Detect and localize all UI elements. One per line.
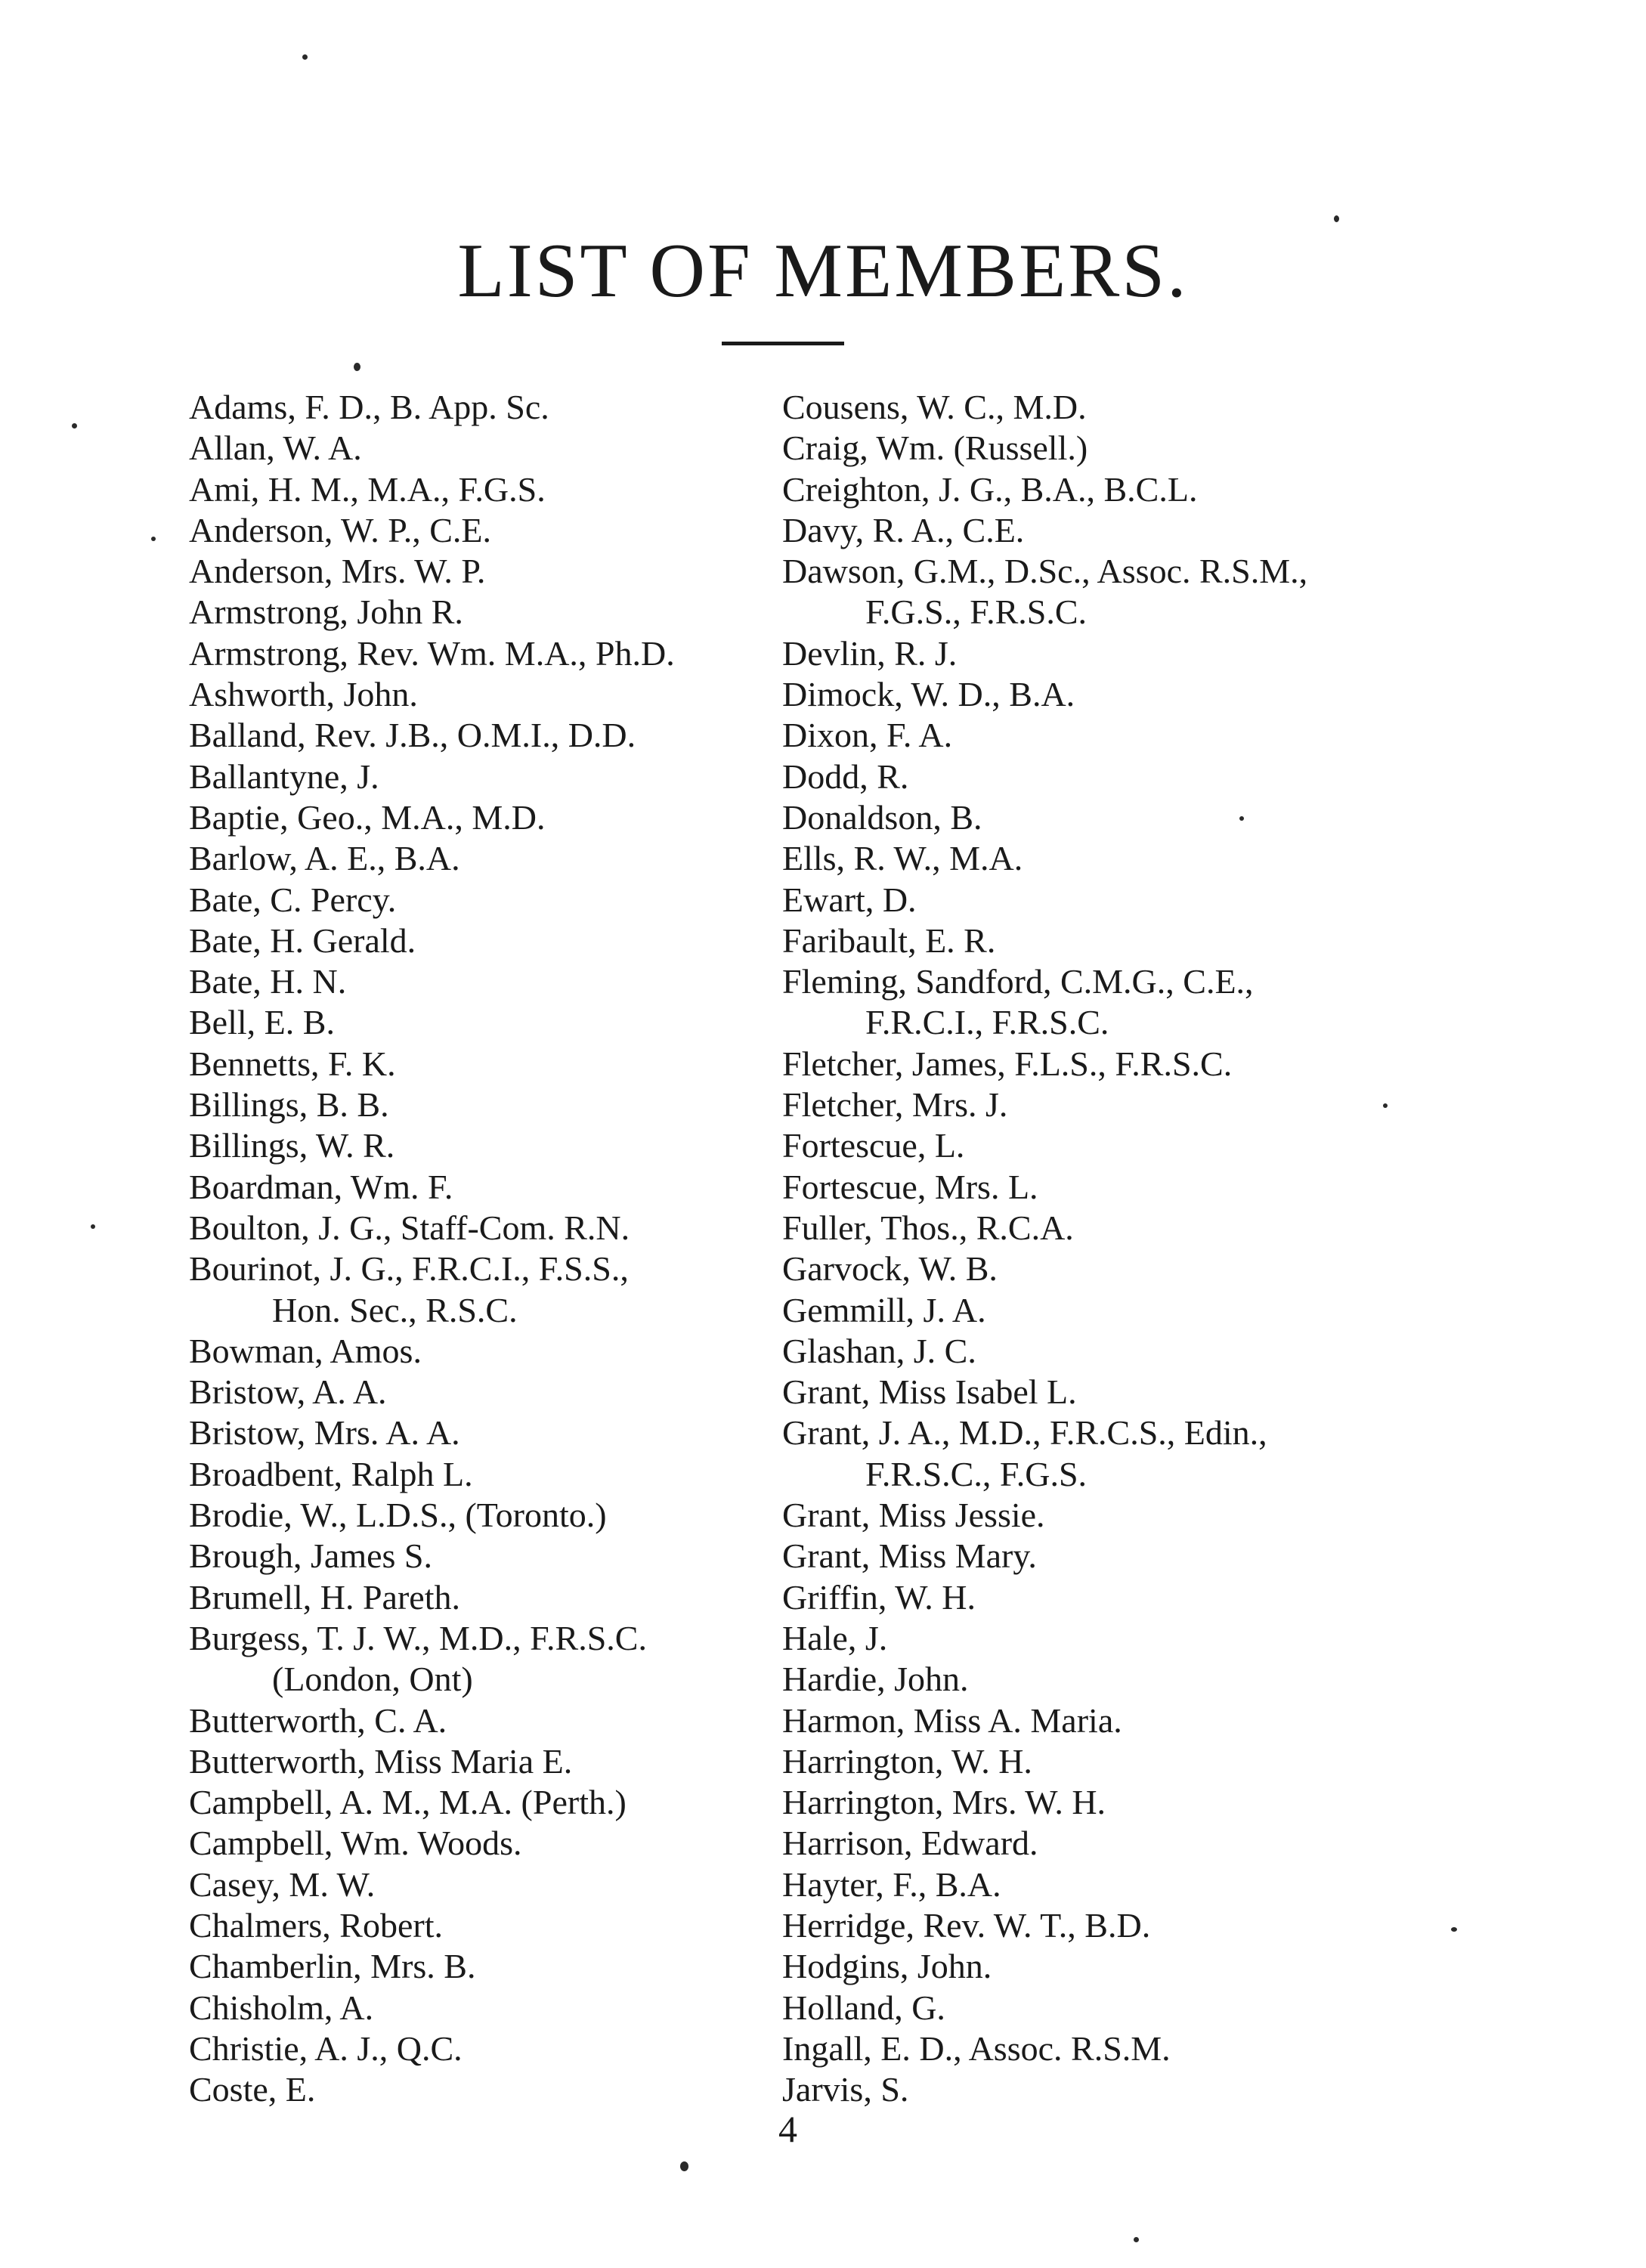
member-entry: Armstrong, Rev. Wm. M.A., Ph.D. bbox=[189, 633, 675, 673]
member-entry: Dodd, R. bbox=[782, 757, 909, 796]
member-entry: Allan, W. A. bbox=[189, 429, 362, 468]
member-entry: Christie, A. J., Q.C. bbox=[189, 2028, 463, 2068]
scan-speck bbox=[151, 537, 156, 541]
member-entry: Harrison, Edward. bbox=[782, 1824, 1038, 1863]
scan-speck bbox=[1334, 215, 1339, 222]
scan-speck bbox=[354, 363, 360, 371]
member-entry: Dawson, G.M., D.Sc., Assoc. R.S.M., bbox=[782, 552, 1308, 591]
member-entry: Balland, Rev. J.B., O.M.I., D.D. bbox=[189, 716, 636, 755]
member-entry: Chamberlin, Mrs. B. bbox=[189, 1947, 476, 1986]
member-entry: Armstrong, John R. bbox=[189, 593, 463, 632]
member-entry-continuation: Hon. Sec., R.S.C. bbox=[272, 1290, 518, 1329]
member-entry: Campbell, Wm. Woods. bbox=[189, 1824, 522, 1863]
member-entry: Hale, J. bbox=[782, 1618, 888, 1657]
member-entry: Broadbent, Ralph L. bbox=[189, 1454, 473, 1493]
member-entry: Ballantyne, J. bbox=[189, 757, 379, 796]
member-entry: Chisholm, A. bbox=[189, 1988, 374, 2027]
member-entry: Hardie, John. bbox=[782, 1660, 969, 1699]
scan-speck bbox=[72, 423, 77, 429]
member-entry: Bate, C. Percy. bbox=[189, 880, 397, 919]
member-entry-continuation: (London, Ont) bbox=[272, 1660, 473, 1699]
member-entry: Davy, R. A., C.E. bbox=[782, 510, 1025, 549]
member-entry: Gemmill, J. A. bbox=[782, 1290, 986, 1329]
member-entry: Grant, Miss Mary. bbox=[782, 1536, 1037, 1576]
member-entry: Ami, H. M., M.A., F.G.S. bbox=[189, 469, 546, 509]
member-entry: Anderson, Mrs. W. P. bbox=[189, 552, 486, 591]
member-entry: Brodie, W., L.D.S., (Toronto.) bbox=[189, 1496, 607, 1535]
member-entry: Brumell, H. Pareth. bbox=[189, 1577, 460, 1617]
member-entry: Campbell, A. M., M.A. (Perth.) bbox=[189, 1783, 627, 1822]
member-entry: Harmon, Miss A. Maria. bbox=[782, 1700, 1122, 1740]
member-entry: Harrington, W. H. bbox=[782, 1741, 1032, 1781]
member-entry: Butterworth, Miss Maria E. bbox=[189, 1741, 573, 1781]
member-entry: Faribault, E. R. bbox=[782, 921, 996, 960]
right-column bbox=[782, 387, 1538, 2110]
member-entry: Grant, Miss Isabel L. bbox=[782, 1372, 1077, 1412]
member-entry: Fleming, Sandford, C.M.G., C.E., bbox=[782, 962, 1254, 1001]
member-entry: Holland, G. bbox=[782, 1988, 945, 2027]
member-entry: Dimock, W. D., B.A. bbox=[782, 675, 1075, 714]
member-entry: Ells, R. W., M.A. bbox=[782, 839, 1023, 878]
member-entry: Bell, E. B. bbox=[189, 1003, 335, 1042]
member-entry-continuation: F.R.S.C., F.G.S. bbox=[865, 1454, 1088, 1493]
page-title: LIST OF MEMBERS. bbox=[457, 228, 1189, 314]
member-entry: Baptie, Geo., M.A., M.D. bbox=[189, 797, 546, 837]
member-entry: Fortescue, Mrs. L. bbox=[782, 1167, 1038, 1206]
member-entry: Bate, H. N. bbox=[189, 962, 347, 1001]
member-entry: Grant, Miss Jessie. bbox=[782, 1496, 1045, 1535]
scan-speck bbox=[302, 54, 308, 60]
member-entry: Jarvis, S. bbox=[782, 2070, 909, 2109]
member-entry: Fortescue, L. bbox=[782, 1126, 965, 1165]
scan-speck bbox=[680, 2161, 688, 2171]
member-entry: Fletcher, James, F.L.S., F.R.S.C. bbox=[782, 1044, 1233, 1083]
member-entry: Donaldson, B. bbox=[782, 797, 982, 837]
member-entry: Butterworth, C. A. bbox=[189, 1700, 447, 1740]
member-entry: Garvock, W. B. bbox=[782, 1249, 998, 1289]
member-entry: Boardman, Wm. F. bbox=[189, 1167, 453, 1206]
member-entry: Chalmers, Robert. bbox=[189, 1905, 443, 1945]
member-entry: Griffin, W. H. bbox=[782, 1577, 976, 1617]
member-entry: Bowman, Amos. bbox=[189, 1331, 422, 1370]
title-rule bbox=[722, 342, 844, 345]
member-entry: Casey, M. W. bbox=[189, 1864, 376, 1904]
member-entry: Devlin, R. J. bbox=[782, 633, 958, 673]
member-entry: Barlow, A. E., B.A. bbox=[189, 839, 460, 878]
member-entry: Herridge, Rev. W. T., B.D. bbox=[782, 1905, 1151, 1945]
member-entry: Brough, James S. bbox=[189, 1536, 432, 1576]
member-entry: Ingall, E. D., Assoc. R.S.M. bbox=[782, 2028, 1171, 2068]
scan-speck bbox=[1451, 1927, 1457, 1932]
left-column bbox=[189, 387, 794, 2110]
scan-speck bbox=[1134, 2237, 1139, 2242]
member-entry: Glashan, J. C. bbox=[782, 1331, 976, 1370]
member-entry: Boulton, J. G., Staff-Com. R.N. bbox=[189, 1208, 630, 1247]
member-entry: Fletcher, Mrs. J. bbox=[782, 1085, 1008, 1125]
member-entry: Hayter, F., B.A. bbox=[782, 1864, 1001, 1904]
member-entry: Hodgins, John. bbox=[782, 1947, 992, 1986]
scan-speck bbox=[1239, 816, 1244, 821]
member-entry: Ewart, D. bbox=[782, 880, 917, 919]
member-entry: Bourinot, J. G., F.R.C.I., F.S.S., bbox=[189, 1249, 629, 1289]
member-entry: Bate, H. Gerald. bbox=[189, 921, 416, 960]
member-entry: Adams, F. D., B. App. Sc. bbox=[189, 388, 549, 426]
member-entry: Dixon, F. A. bbox=[782, 716, 953, 755]
page-number: 4 bbox=[778, 2108, 797, 2150]
member-entry: Burgess, T. J. W., M.D., F.R.S.C. bbox=[189, 1618, 647, 1657]
scan-speck bbox=[91, 1224, 95, 1229]
member-entry-continuation: F.G.S., F.R.S.C. bbox=[865, 593, 1088, 632]
scan-speck bbox=[1383, 1103, 1388, 1108]
member-entry: Billings, B. B. bbox=[189, 1085, 389, 1125]
member-entry: Anderson, W. P., C.E. bbox=[189, 510, 491, 549]
member-entry: Billings, W. R. bbox=[189, 1126, 395, 1165]
member-entry: Bristow, Mrs. A. A. bbox=[189, 1413, 460, 1453]
member-entry: Craig, Wm. (Russell.) bbox=[782, 429, 1088, 468]
member-entry: Fuller, Thos., R.C.A. bbox=[782, 1208, 1074, 1247]
member-entry: Coste, E. bbox=[189, 2070, 316, 2109]
member-entry: Cousens, W. C., M.D. bbox=[782, 388, 1087, 426]
member-entry: Grant, J. A., M.D., F.R.C.S., Edin., bbox=[782, 1413, 1267, 1453]
member-entry: Bennetts, F. K. bbox=[189, 1044, 396, 1083]
member-entry: Harrington, Mrs. W. H. bbox=[782, 1783, 1106, 1822]
member-entry: Bristow, A. A. bbox=[189, 1372, 387, 1412]
member-entry: Creighton, J. G., B.A., B.C.L. bbox=[782, 469, 1198, 509]
member-entry-continuation: F.R.C.I., F.R.S.C. bbox=[865, 1003, 1109, 1042]
member-entry: Ashworth, John. bbox=[189, 675, 418, 714]
